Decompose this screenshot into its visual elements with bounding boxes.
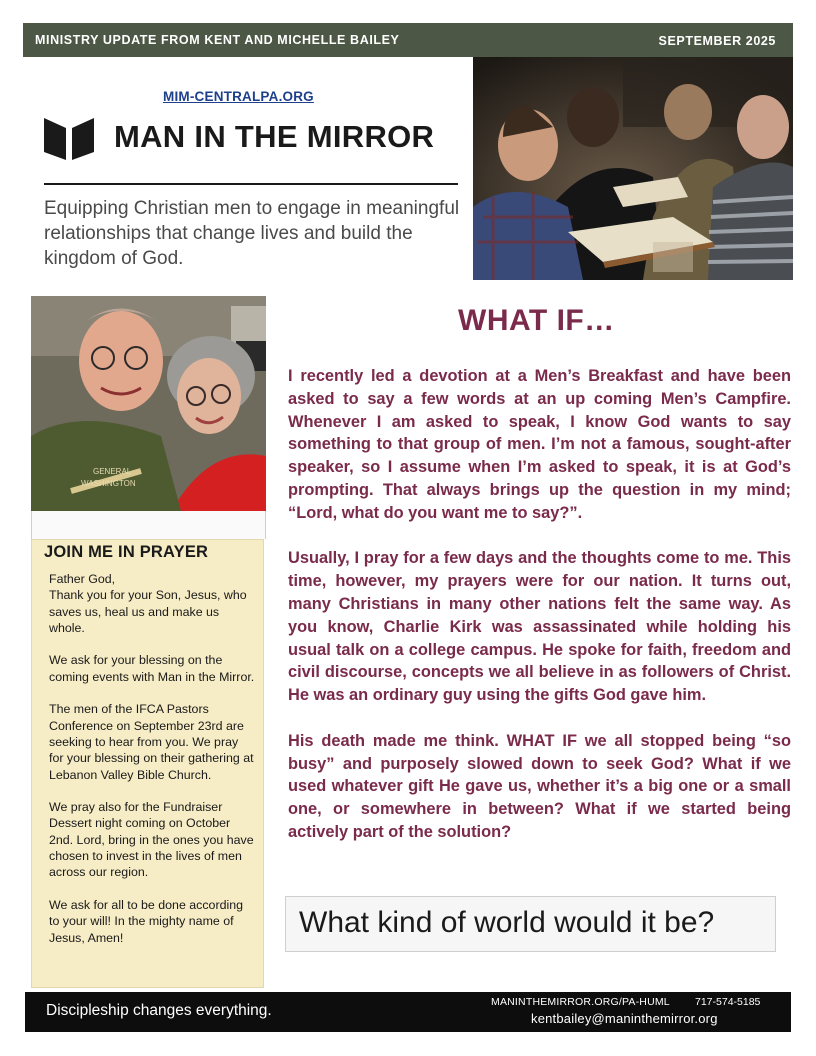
article-paragraph: I recently led a devotion at a Men’s Breakfast and have been asked to say a few words at an up coming Men’s Campfire. Whenever I am asked to speak, I know God wants to say something to that group of men. I’m not a famous, sought-after speaker, so I assume when I’m asked to speak, it is at God’s prompting. That always brings up the question in my mind; “Lord, what do you want me to say?”. [288,367,791,522]
prayer-body [49,571,255,962]
footer-email-link[interactable]: kentbailey@maninthemirror.org [531,1011,718,1026]
article-body [288,365,791,867]
prayer-sidebar [31,539,264,988]
tagline: Equipping Christian men to engage in meaningful relationships that change lives and build the kingdom of God. [44,198,460,269]
callout-text: What kind of world would it be? [299,906,715,939]
header-date: SEPTEMBER 2025 [658,34,776,48]
couple-photo [31,296,266,511]
header-bar [23,23,793,57]
footer-bar [25,992,791,1032]
footer-url-link[interactable]: MANINTHEMIRROR.ORG/PA-HUML [491,996,670,1008]
prayer-paragraph: We pray also for the Fundraiser Dessert night coming on October 2nd. Lord, bring in the ones you have chosen to invest in the lives of men across our region. [49,800,254,880]
brand-name: MAN IN THE MIRROR [114,119,435,154]
book-logo-icon [44,118,94,160]
men-bible-study-photo [473,57,793,280]
footer-slogan: Discipleship changes everything. [46,1002,272,1019]
prayer-paragraph: Father God, Thank you for your Son, Jesus, who saves us, heal us and make us whole. [49,572,247,635]
photo-caption-area [31,511,266,539]
article-paragraph: Usually, I pray for a few days and the thoughts come to me. This time, however, my prayers were for our nation. It turns out, many Christians in many other nations felt the same way. As you know, Charlie Kirk was assassinated while holding his usual talk on a college campus. He spoke for faith, freedom and civil discourse, concepts we all believe in as followers of Christ. He was an ordinary guy using the gifts God gave him. [288,549,791,705]
divider [44,183,458,185]
article-paragraph: His death made me think. WHAT IF we all stopped being “so busy” and purposely slowed down to seek God? What if we used whatever gift He gave us, whether it’s a big one or a small one, or somewhere in between? What if we started being actively part of the solution? [288,731,791,841]
header-title: MINISTRY UPDATE FROM KENT AND MICHELLE BAILEY [35,33,400,47]
article-title: WHAT IF… [458,304,615,337]
prayer-title: JOIN ME IN PRAYER [44,543,209,561]
footer-phone[interactable]: 717-574-5185 [695,996,761,1008]
shirt-text-2: WASHINGTON [81,479,136,488]
prayer-paragraph: We ask for your blessing on the coming events with Man in the Mirror. [49,653,255,684]
site-link[interactable]: MIM-CENTRALPA.ORG [163,89,314,104]
shirt-text-1: GENERAL [93,467,132,476]
prayer-paragraph: The men of the IFCA Pastors Conference on September 23rd are seeking to hear from you. We pray for your blessing on their gathering at Lebanon Valley Bible Church. [49,702,254,782]
prayer-paragraph: We ask for all to be done according to your will! In the mighty name of Jesus, Amen! [49,897,244,945]
callout-box [285,896,776,952]
